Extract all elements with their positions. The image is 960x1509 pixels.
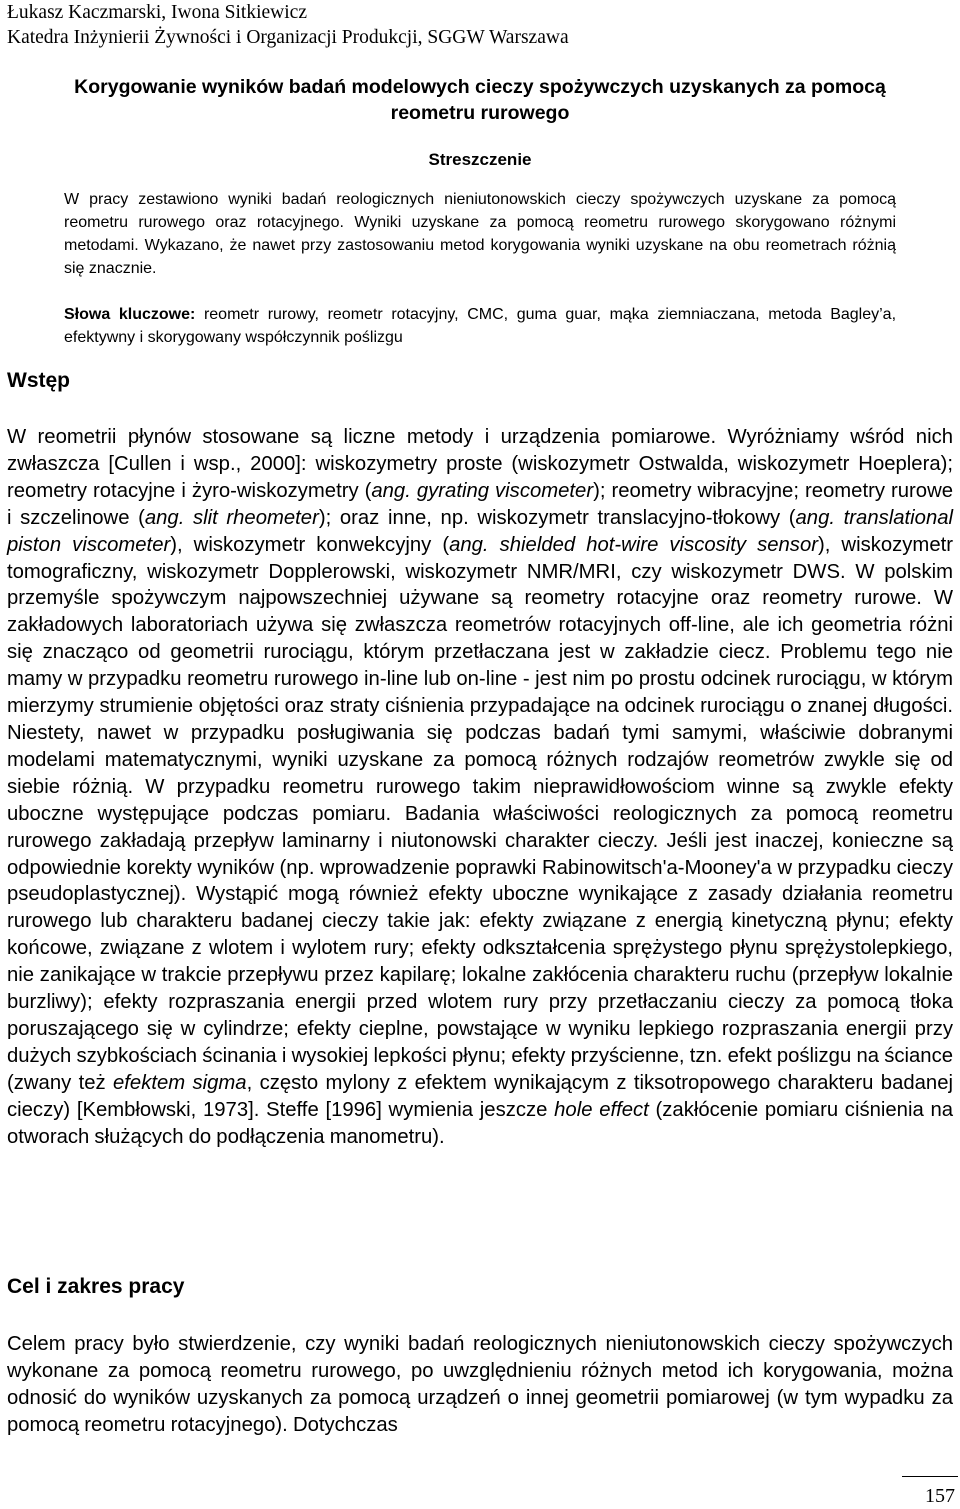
intro-text-2: ); reometry wibracyjne; reometry rurowe i szczelinowe (	[7, 479, 953, 529]
keywords	[64, 303, 896, 349]
keywords-label: Słowa kluczowe:	[64, 306, 196, 323]
intro-ang-4: ang.	[449, 533, 489, 556]
intro-text-7: (zakłócenie pomiaru ciśnienia na otworach służących do podłączenia manometru).	[7, 1098, 954, 1148]
intro-ang-1: ang.	[371, 479, 411, 502]
intro-ang-3: ang.	[795, 506, 836, 529]
authors: Łukasz Kaczmarski, Iwona Sitkiewicz	[7, 2, 307, 23]
intro-text-5: ), wiskozymetr tomograficzny, wiskozymetr Dopplerowski, wiskozymetr NMR/MRI, czy wiskozymetr DWS. W polskim przemyśle spożywczym najpowszechniej używane są reometry rotacyjne oraz reometry rurowe. W zakładowych laboratoriach używa się zwłaszcza reometrów rotacyjnych off-line, ale ich geometria różni się znacząco od geometrii rurociągu, którym przetłaczana jest w zakładzie ciecz. Problemu tego nie mamy w przypadku reometru rurowego in-line lub on-line - jest nim po prostu odcinek rurociągu, w którym mierzymy strumienie objętości oraz straty ciśnienia przypadające na odcinek rurociągu o znanej długości. Niestety, nawet w przypadku posługiwania się podczas badań tymi samymi, właściwie dobranymi modelami matematycznymi, wyniki uzyskane za pomocą różnych rodzajów reometrów zwykle się od siebie różnią. W przypadku reometru rurowego takim nieprawidłowościom winne są zwykle efekty uboczne występujące podczas pomiaru. Badania właściwości reologicznych za pomocą reometru rurowego zakładają przepływ laminarny i niutonowski charakter cieczy. Jeśli jest inaczej, konieczne są odpowiednie korekty wyników (np. wprowadzenie poprawki Rabinowitsch'a-Mooney'a w przypadku cieczy pseudoplastycznej). Wystąpić mogą również efekty uboczne wynikające z zasady działania reometru rurowego lub charakteru badanej cieczy takie jak: efekty związane z energią kinetyczną płynu; efekty końcowe, związane z wlotem i wylotem rury; efekty odkształcenia sprężystego płynu sprężystolepkiego, nie zanikające w trakcie przepływu przez kapilarę; lokalne zakłócenia charakteru ruchu (przepływ lokalnie burzliwy); efekty rozpraszania energii przed wlotem rury przy przetłaczaniu cieczy za pomocą tłoka poruszającego się w cylindrze; efekty cieplne, powstające w wyniku lepkiego rozpraszania energii przy dużych szybkościach ścinania i wysokiej lepkości płynu; efekty przyścienne, tzn. efekt poślizgu na ściance (zwany też	[7, 533, 953, 1094]
abstract-heading: Streszczenie	[428, 150, 532, 169]
intro-term-6: hole effect	[554, 1098, 649, 1121]
intro-term-1: gyrating viscometer	[416, 479, 594, 502]
intro-text-3: ); oraz inne, np. wiskozymetr translacyjno-tłokowy (	[318, 506, 796, 529]
intro-term-2: slit rheometer	[192, 506, 319, 529]
paper-title: Korygowanie wyników badań modelowych cieczy spożywczych uzyskanych za pomocą reometru rurowego	[74, 76, 886, 124]
intro-term-5: efektem sigma	[113, 1071, 247, 1094]
affiliation: Katedra Inżynierii Żywności i Organizacji Produkcji, SGGW Warszawa	[7, 27, 569, 48]
page-number-rule	[902, 1476, 958, 1477]
intro-term-4: shielded hot-wire viscosity sensor	[499, 533, 818, 556]
section-heading-intro: Wstęp	[7, 369, 70, 392]
section-heading-goal: Cel i zakres pracy	[7, 1275, 185, 1298]
keywords-text: reometr rurowy, reometr rotacyjny, CMC, guma guar, mąka ziemniaczana, metoda Bagley’a, efektywny i skorygowany współczynnik poślizgu	[64, 306, 897, 346]
intro-paragraph	[7, 424, 953, 1150]
intro-ang-2: ang.	[144, 506, 185, 529]
intro-text-1: W reometrii płynów stosowane są liczne metody i urządzenia pomiarowe. Wyróżniamy wśród nich zwłaszcza [Cullen i wsp., 2000]: wiskozymetry proste (wiskozymetr Ostwalda, wiskozymetr Hoeplera); reometry rotacyjne i żyro-wiskozymetry (	[7, 426, 953, 502]
abstract-text: W pracy zestawiono wyniki badań reologicznych nieniutonowskich cieczy spożywczych uzyskane za pomocą reometru rurowego oraz rotacyjnego. Wyniki uzyskane za pomocą reometru rurowego skorygowano różnymi metodami. Wykazano, że nawet przy zastosowaniu metod korygowania wyniki uzyskane na obu reometrach różnią się znacznie.	[64, 191, 896, 277]
intro-text-6: , często mylony z efektem wynikającym z tiksotropowego charakteru badanej cieczy) [Kembłowski, 1973]. Steffe [1996] wymienia jeszcze	[7, 1071, 953, 1121]
intro-text-4: ), wiskozymetr konwekcyjny (	[170, 533, 450, 556]
intro-term-3: translational piston viscometer	[7, 506, 954, 556]
goal-paragraph: Celem pracy było stwierdzenie, czy wyniki badań reologicznych nieniutonowskich cieczy spożywczych wykonane za pomocą reometru rurowego, po uwzględnieniu różnych metod ich korygowania, można odnosić do wyników uzyskanych za pomocą urządzeń o innej geometrii pomiarowej (w tym wypadku za pomocą reometru rotacyjnego). Dotychczas	[7, 1333, 953, 1436]
page-number: 157	[925, 1485, 955, 1507]
